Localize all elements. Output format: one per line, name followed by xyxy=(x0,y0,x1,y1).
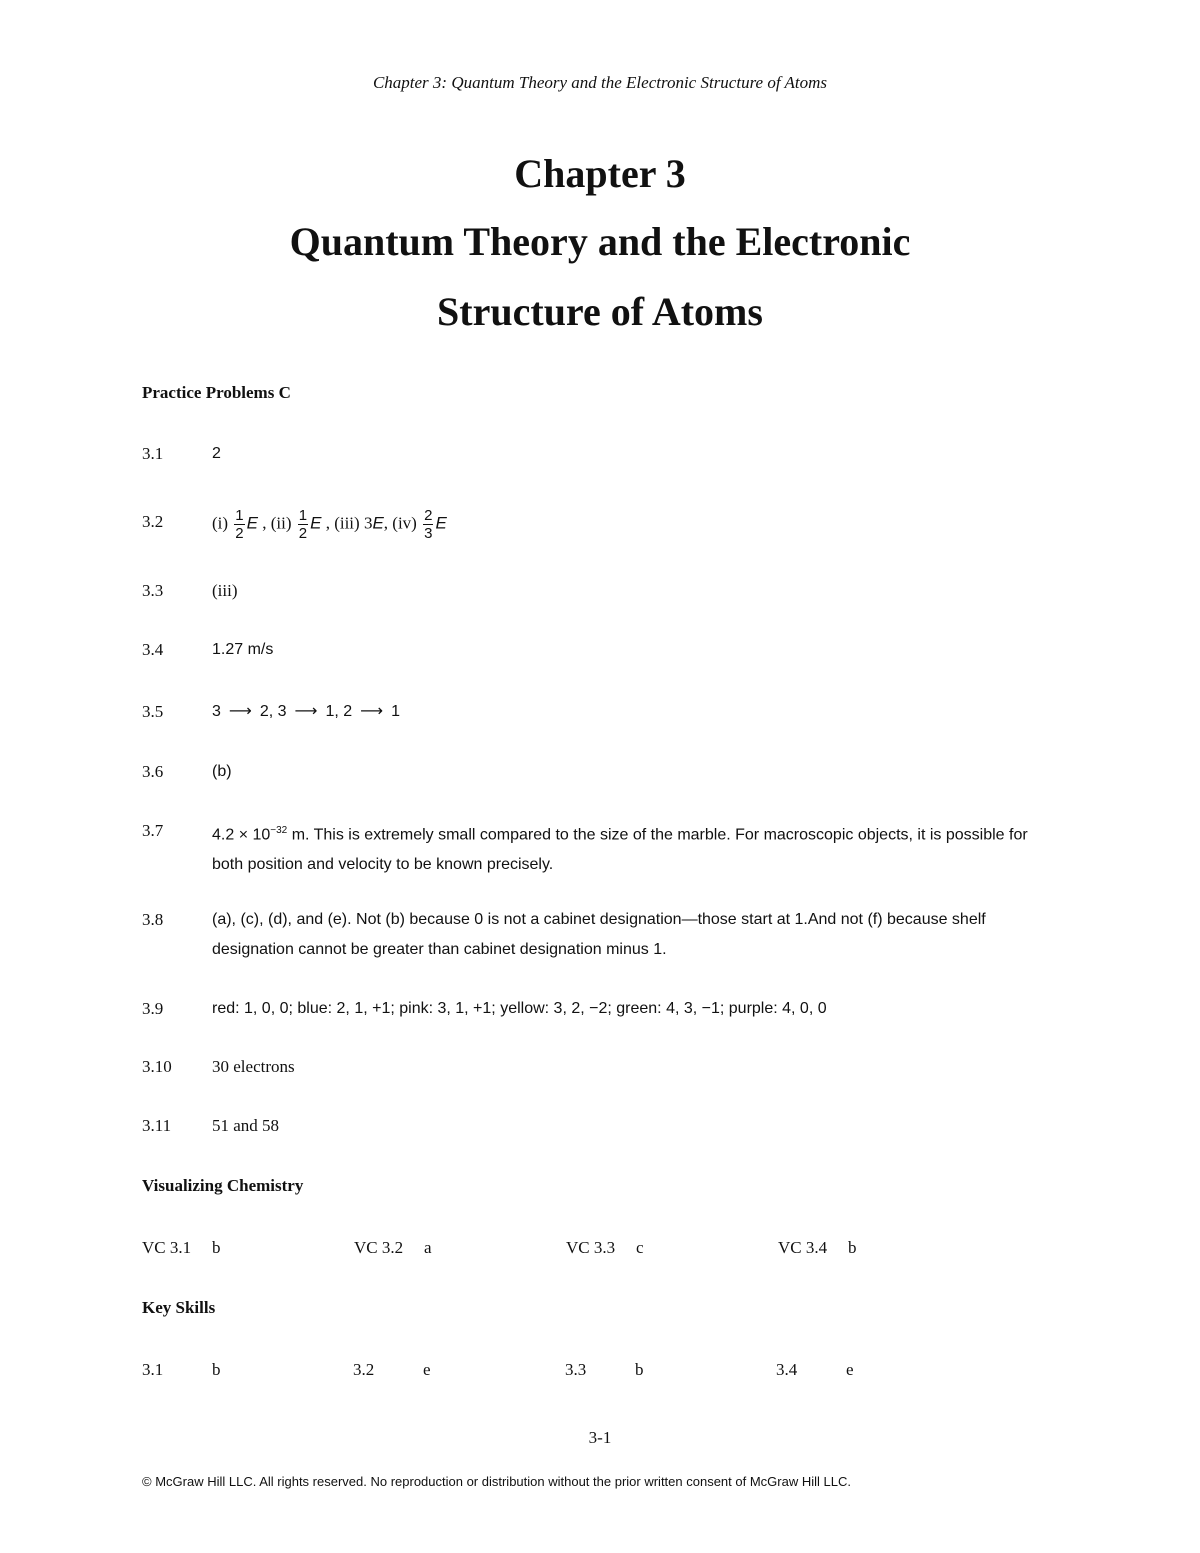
ks-answer: e xyxy=(423,1360,431,1379)
problem-answer: 30 electrons xyxy=(212,1057,295,1076)
problem-answer xyxy=(212,507,1032,542)
problem-answer: 2 xyxy=(212,445,221,462)
energy-symbol: E xyxy=(246,513,258,533)
transition-2: 2, 3 xyxy=(259,703,287,720)
denominator: 2 xyxy=(235,525,244,542)
key-skills-heading: Key Skills xyxy=(142,1298,216,1317)
vc-answer: a xyxy=(424,1238,432,1257)
answer-text: m. This is extremely small compared to the size of the marble. For macroscopic objects, it is possible for both position and velocity to be known precisely. xyxy=(212,826,1028,874)
copyright-footer: © McGraw Hill LLC. All rights reserved. No reproduction or distribution without the prior written consent of McGraw Hill LLC. xyxy=(142,1474,851,1489)
ks-label: 3.2 xyxy=(353,1360,375,1379)
problem-answer xyxy=(212,816,1032,880)
problem-answer: (iii) xyxy=(212,581,238,600)
problem-number: 3.7 xyxy=(142,821,164,840)
problem-number: 3.4 xyxy=(142,640,164,659)
arrow-right-icon: ⟶ xyxy=(228,703,252,720)
ks-label: 3.3 xyxy=(565,1360,587,1379)
fraction-iv xyxy=(423,507,433,542)
practice-problems-heading: Practice Problems C xyxy=(142,383,291,402)
ks-answer: e xyxy=(846,1360,854,1379)
transition-3: 1, 2 xyxy=(325,703,353,720)
page-number: 3-1 xyxy=(588,1428,612,1447)
problem-number: 3.6 xyxy=(142,762,164,781)
energy-symbol: E xyxy=(435,513,447,533)
problem-answer: (a), (c), (d), and (e). Not (b) because 0 is not a cabinet designation—those start at 1.And not (f) because shelf designation cannot be greater than cabinet designation minus 1. xyxy=(212,911,986,958)
label-iv: , (iv) xyxy=(383,513,417,533)
problem-number: 3.3 xyxy=(142,581,164,600)
energy-symbol: E xyxy=(310,513,322,533)
visualizing-chemistry-heading: Visualizing Chemistry xyxy=(142,1176,304,1195)
vc-answer: b xyxy=(212,1238,221,1257)
chapter-subtitle-line-1: Quantum Theory and the Electronic xyxy=(289,219,911,264)
chapter-title: Chapter 3 xyxy=(514,151,686,196)
problem-answer xyxy=(212,697,1032,727)
label-ii: , (ii) xyxy=(262,513,292,533)
problem-number: 3.8 xyxy=(142,910,164,929)
arrow-right-icon: ⟶ xyxy=(294,703,318,720)
label-i: (i) xyxy=(212,513,229,533)
chapter-subtitle-line-2: Structure of Atoms xyxy=(437,289,763,334)
problem-number: 3.9 xyxy=(142,999,164,1018)
numerator: 2 xyxy=(424,507,433,524)
arrow-right-icon: ⟶ xyxy=(360,703,384,720)
vc-label: VC 3.3 xyxy=(566,1238,616,1257)
ks-answer: b xyxy=(212,1360,221,1379)
fraction-i xyxy=(234,507,244,542)
level-3: 3 xyxy=(212,703,221,720)
problem-number: 3.5 xyxy=(142,702,164,721)
energy-symbol: E xyxy=(372,513,384,533)
denominator: 3 xyxy=(424,525,433,542)
problem-number: 3.2 xyxy=(142,512,164,531)
ks-answer: b xyxy=(635,1360,644,1379)
problem-answer: red: 1, 0, 0; blue: 2, 1, +1; pink: 3, 1, +1; yellow: 3, 2, −2; green: 4, 3, −1; purple: 4, 0, 0 xyxy=(212,1000,827,1017)
problem-number: 3.10 xyxy=(142,1057,172,1076)
ks-label: 3.1 xyxy=(142,1360,164,1379)
denominator: 2 xyxy=(298,525,308,542)
numerator: 1 xyxy=(235,507,244,524)
problem-answer: (b) xyxy=(212,763,232,780)
fraction-ii xyxy=(298,507,308,542)
vc-label: VC 3.4 xyxy=(778,1238,828,1257)
numerator: 1 xyxy=(298,507,308,524)
label-iii: , (iii) 3 xyxy=(325,513,373,533)
vc-label: VC 3.1 xyxy=(142,1238,192,1257)
ks-label: 3.4 xyxy=(776,1360,798,1379)
level-1: 1 xyxy=(391,703,400,720)
vc-answer: b xyxy=(848,1238,857,1257)
running-header: Chapter 3: Quantum Theory and the Electronic Structure of Atoms xyxy=(372,73,828,92)
answer-prefix: 4.2 × 10 xyxy=(212,826,271,844)
problem-number: 3.1 xyxy=(142,444,164,463)
problem-answer: 1.27 m/s xyxy=(212,641,274,658)
vc-answer: c xyxy=(636,1238,644,1257)
problem-answer: 51 and 58 xyxy=(212,1116,280,1135)
vc-label: VC 3.2 xyxy=(354,1238,404,1257)
exponent: −32 xyxy=(270,825,288,836)
problem-number: 3.11 xyxy=(142,1116,172,1135)
